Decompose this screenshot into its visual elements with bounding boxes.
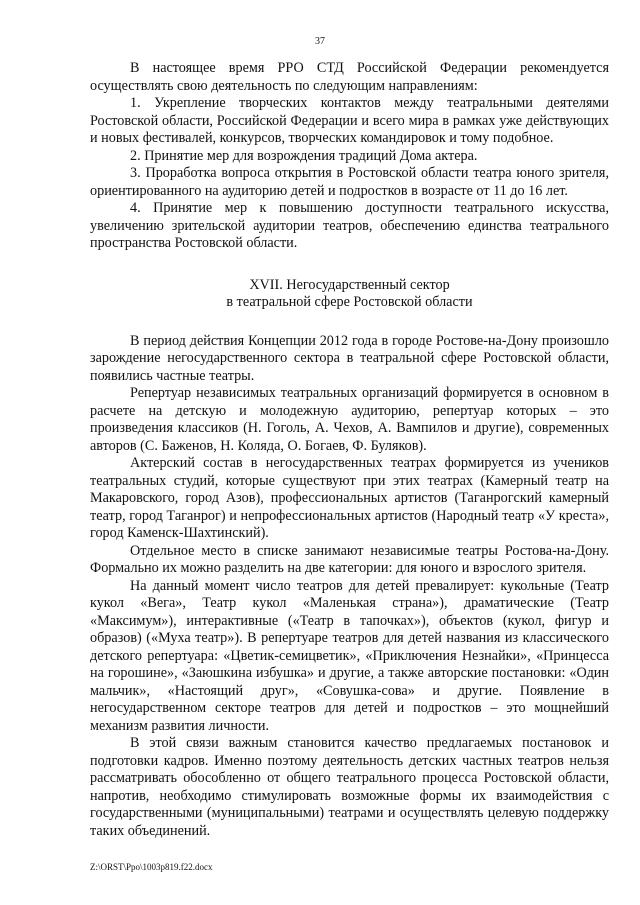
page-number: 37: [315, 36, 325, 47]
section-paragraph-5: На данный момент число театров для детей превалирует: кукольные (Театр кукол «Вега», Театр кукол «Маленькая страна»), драматические (Театр «Максимум»), интерактивные («Театр в тапочках»), объектов (кукол, фигур и образов) («Муха театр»). В репертуаре театров для детей названия из классического детского репертуара: «Цветик-семицветик», «Приключения Незнайки», «Принцесса на горошине», «Заюшкина избушка» и другие, а также авторские постановки: «Один мальчик», «Настоящий друг», «Совушка-сова» и другие. Появление в негосударственном секторе театров для детей и подростков – это мощнейший механизм развития личности.: [90, 577, 609, 734]
section-paragraph-3: Актерский состав в негосударственных театрах формируется из учеников театральных студий, которые существуют при этих театрах (Камерный театр на Макаровского, город Азов), профессиональных артистов (Таганрогский камерный театр, город Таганрог) и непрофессиональных артистов (Народный театр «У креста», город Каменск-Шахтинский).: [90, 455, 609, 541]
footer-file-path: Z:\ORST\Ppo\1003p819.f22.docx: [90, 862, 213, 872]
list-item-2: 2. Принятие мер для возрождения традиций Дома актера.: [130, 147, 478, 164]
section-heading: [90, 277, 609, 312]
section-paragraph-1: В период действия Концепции 2012 года в городе Ростове-на-Дону произошло зарождение негосударственного сектора в театральной сфере Ростовской области, появились частные театры.: [90, 332, 609, 384]
list-item-4: 4. Принятие мер к повышению доступности театрального искусства, увеличению зрительской аудитории театров, обеспечению единства театрального пространства Ростовской области.: [90, 200, 609, 251]
intro-paragraph: В настоящее время РРО СТД Российской Федерации рекомендуется осуществлять свою деятельность по следующим направлениям:: [90, 60, 609, 94]
section-title-line-1: XVII. Негосударственный сектор: [249, 276, 450, 293]
section-title-line-2: в театральной сфере Ростовской области: [226, 294, 473, 310]
list-item-1: 1. Укрепление творческих контактов между театральными деятелями Ростовской области, Российской Федерации и всего мира в рамках уже действующих и новых фестивалей, конкурсов, творческих командировок и тому подобное.: [90, 95, 609, 146]
section-paragraph-4: Отдельное место в списке занимают независимые театры Ростова-на-Дону. Формально их можно разделить на две категории: для юного и взрослого зрителя.: [90, 542, 609, 576]
section-paragraph-2: Репертуар независимых театральных организаций формируется в основном в расчете на детскую и молодежную аудиторию, репертуар которых – это произведения классиков (Н. Гоголь, А. Чехов, А. Вампилов и другие), современных авторов (С. Баженов, Н. Коляда, О. Богаев, Ф. Буляков).: [90, 385, 609, 454]
list-item-3: 3. Проработка вопроса открытия в Ростовской области театра юного зрителя, ориентированного на аудиторию детей и подростков в возрасте от 11 до 16 лет.: [90, 165, 609, 199]
document-body: [90, 60, 609, 840]
section-paragraph-6: В этой связи важным становится качество предлагаемых постановок и подготовки кадров. Именно поэтому деятельность детских частных театров нельзя рассматривать обособленно от общего театрального процесса Ростовской области, напротив, необходимо стимулировать возможные формы их взаимодействия с государственными (муниципальными) театрами и осуществлять целевую поддержку таких объединений.: [90, 735, 609, 839]
